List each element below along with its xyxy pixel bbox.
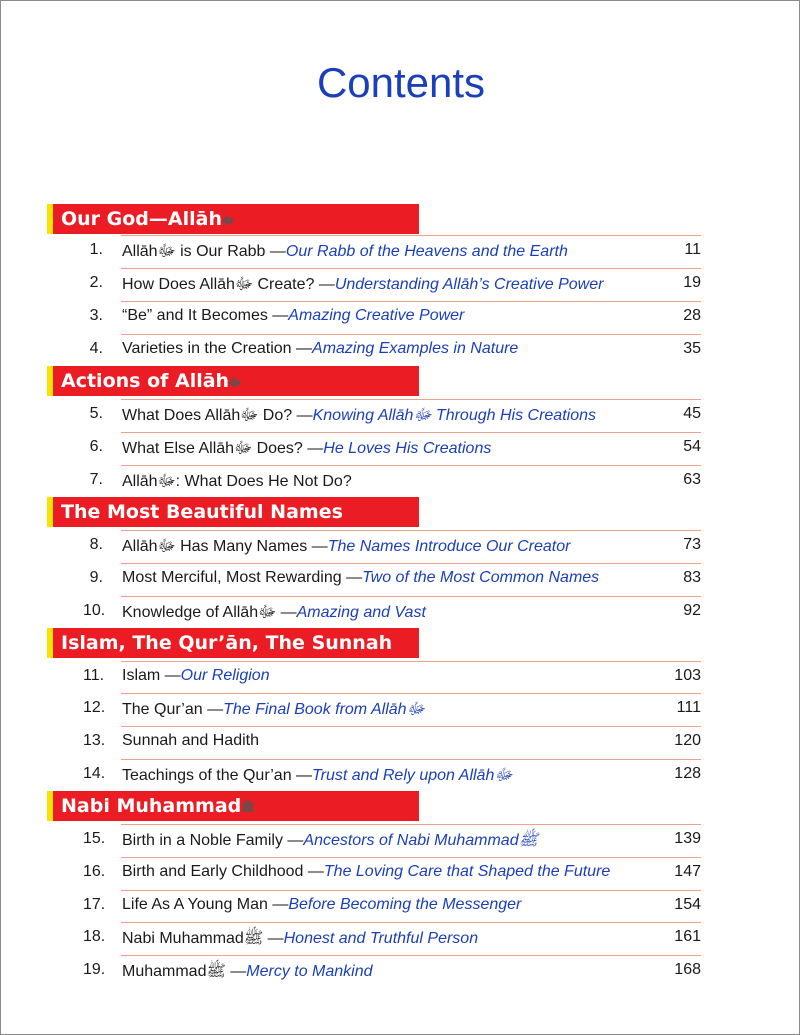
toc-entry[interactable] (83, 268, 701, 300)
entry-number: 12. (83, 699, 106, 716)
entry-main: Varieties in the Creation — (122, 340, 313, 357)
entry-rule (121, 955, 701, 956)
entry-number: 7. (89, 471, 103, 488)
entry-rule (121, 563, 701, 564)
entry-page-number: 35 (683, 340, 701, 357)
entry-rule (121, 432, 701, 433)
entry-main: Muhammadﷺ — (122, 963, 247, 980)
entry-main: Islam — (122, 667, 181, 684)
entry-subtitle: Mercy to Mankind (246, 963, 373, 980)
entry-page-number: 139 (674, 830, 701, 847)
toc-entry[interactable] (83, 399, 701, 431)
toc-entry[interactable] (83, 955, 701, 987)
entry-subtitle: He Loves His Creations (323, 440, 492, 457)
honorific-icon: ﷻ (229, 376, 242, 389)
entry-page-number: 11 (684, 241, 701, 258)
entry-page-number: 128 (674, 765, 701, 782)
entry-number: 19. (83, 961, 106, 978)
entry-number: 15. (83, 830, 106, 847)
entry-number: 14. (83, 765, 106, 782)
entry-rule (121, 922, 701, 923)
entry-main: What Does Allāhﷻ Do? — (122, 407, 313, 424)
entry-main: Allāhﷻ: What Does He Not Do? (122, 473, 352, 490)
entry-main: Life As A Young Man — (122, 896, 289, 913)
toc-entry[interactable] (83, 759, 701, 791)
toc-entry[interactable] (83, 334, 701, 366)
entry-page-number: 28 (683, 307, 701, 324)
section-label: Nabi Muhammad (61, 795, 242, 817)
entry-title (122, 274, 603, 297)
entry-title (122, 340, 518, 358)
entry-main: Birth in a Noble Family — (122, 832, 304, 849)
entry-subtitle: Before Becoming the Messenger (288, 896, 522, 913)
entry-main: Allāhﷻ Has Many Names — (122, 538, 328, 555)
entry-number: 1. (89, 241, 103, 258)
honorific-icon: ﷻ (222, 214, 235, 227)
entry-subtitle: Understanding Allāh’s Creative Power (334, 276, 604, 293)
entry-title (122, 438, 491, 461)
toc-entry[interactable] (83, 824, 701, 856)
entry-rule (121, 857, 701, 858)
toc-entry[interactable] (83, 465, 701, 497)
entry-title (122, 896, 521, 914)
entry-page-number: 73 (683, 536, 701, 553)
entry-main: How Does Allāhﷻ Create? — (122, 276, 335, 293)
entry-main: What Else Allāhﷻ Does? — (122, 440, 324, 457)
entry-number: 13. (83, 732, 106, 749)
entry-rule (121, 465, 701, 466)
entry-page-number: 63 (683, 471, 701, 488)
entry-title (122, 536, 570, 559)
entry-title (122, 830, 538, 853)
entry-subtitle: Amazing Creative Power (288, 307, 465, 324)
section-header-beautiful-names (47, 497, 419, 527)
entry-main: Nabi Muhammadﷺ — (122, 930, 284, 947)
entry-page-number: 54 (683, 438, 701, 455)
toc-entry[interactable] (83, 235, 701, 267)
entry-main: Birth and Early Childhood — (122, 863, 324, 880)
entry-page-number: 120 (674, 732, 701, 749)
entry-number: 18. (83, 928, 106, 945)
entry-subtitle: Our Religion (180, 667, 270, 684)
entry-number: 2. (89, 274, 103, 291)
entry-subtitle: The Loving Care that Shaped the Future (323, 863, 611, 880)
entry-rule (121, 693, 701, 694)
entry-subtitle: Our Rabb of the Heavens and the Earth (285, 243, 568, 260)
entry-rule (121, 301, 701, 302)
section-label: Our God—Allāh (61, 208, 222, 230)
entry-page-number: 147 (674, 863, 701, 880)
entry-number: 16. (83, 863, 106, 880)
entry-main: The Qur’an — (122, 701, 224, 718)
section-header-nabi-muhammad (47, 791, 419, 821)
toc-entry[interactable] (83, 890, 701, 922)
toc-entry[interactable] (83, 726, 701, 758)
entry-number: 9. (89, 569, 103, 586)
entry-rule (121, 268, 701, 269)
entry-subtitle: Amazing Examples in Nature (312, 340, 519, 357)
entry-number: 6. (89, 438, 103, 455)
entry-main: Allāhﷻ is Our Rabb — (122, 243, 286, 260)
honorific-icon: ﷺ (241, 801, 255, 814)
page-title: Contents (316, 59, 486, 106)
entry-rule (121, 530, 701, 531)
entry-subtitle: Honest and Truthful Person (283, 930, 479, 947)
entry-subtitle: Trust and Rely upon Allāhﷻ (312, 767, 513, 784)
toc-entry[interactable] (83, 301, 701, 333)
entry-number: 11. (83, 667, 105, 684)
entry-page-number: 103 (674, 667, 701, 684)
entry-rule (121, 890, 701, 891)
entry-rule (121, 334, 701, 335)
entry-subtitle: The Final Book from Allāhﷻ (223, 701, 425, 718)
entry-subtitle: Amazing and Vast (296, 604, 426, 621)
toc-entry[interactable] (83, 432, 701, 464)
entry-number: 3. (89, 307, 103, 324)
entry-subtitle: The Names Introduce Our Creator (327, 538, 571, 555)
entry-title (122, 471, 352, 494)
entry-subtitle: Ancestors of Nabi Muhammadﷺ (303, 832, 538, 849)
entry-title (122, 699, 425, 722)
entry-title (122, 863, 610, 881)
entry-page-number: 92 (683, 602, 701, 619)
section-header-actions-of-allah (47, 366, 419, 396)
entry-main: Knowledge of Allāhﷻ — (122, 604, 297, 621)
entry-page-number: 19 (683, 274, 701, 291)
entry-number: 5. (89, 405, 103, 422)
toc-entry[interactable] (83, 530, 701, 562)
toc-entry[interactable] (83, 922, 701, 954)
entry-main: Most Merciful, Most Rewarding — (122, 569, 363, 586)
entry-title (122, 241, 568, 264)
entry-number: 10. (83, 602, 106, 619)
entry-title (122, 405, 596, 428)
section-header-islam-quran-sunnah (47, 628, 419, 658)
entry-rule (121, 661, 701, 662)
section-header-our-god (47, 204, 419, 234)
section-label: The Most Beautiful Names (61, 501, 343, 523)
entry-title (122, 732, 259, 750)
toc-entry[interactable] (83, 596, 701, 628)
entry-page-number: 111 (676, 699, 701, 716)
entry-rule (121, 759, 701, 760)
entry-page-number: 161 (674, 928, 701, 945)
entry-rule (121, 824, 701, 825)
entry-number: 8. (89, 536, 103, 553)
entry-subtitle: Two of the Most Common Names (362, 569, 600, 586)
entry-title (122, 307, 464, 325)
entry-page-number: 45 (683, 405, 701, 422)
toc-entry[interactable] (83, 693, 701, 725)
entry-rule (121, 399, 701, 400)
entry-title (122, 602, 426, 625)
entry-rule (121, 596, 701, 597)
toc-entry[interactable] (83, 857, 701, 889)
toc-entry[interactable] (83, 563, 701, 595)
entry-title (122, 667, 270, 685)
entry-subtitle: Knowing Allāhﷻ Through His Creations (312, 407, 596, 424)
entry-main: Sunnah and Hadith (122, 732, 259, 749)
entry-rule (121, 235, 701, 236)
section-label: Actions of Allāh (61, 370, 230, 392)
entry-page-number: 168 (674, 961, 701, 978)
toc-entry[interactable] (83, 661, 701, 693)
entry-number: 4. (89, 340, 103, 357)
entry-title (122, 765, 512, 788)
entry-rule (121, 726, 701, 727)
entry-page-number: 154 (674, 896, 701, 913)
entry-title (122, 928, 478, 951)
entry-title (122, 961, 373, 984)
section-label: Islam, The Qur’ān, The Sunnah (61, 632, 393, 654)
entry-page-number: 83 (683, 569, 701, 586)
entry-title (122, 569, 599, 587)
entry-main: “Be” and It Becomes — (122, 307, 289, 324)
entry-number: 17. (83, 896, 106, 913)
entry-main: Teachings of the Qur’an — (122, 767, 313, 784)
